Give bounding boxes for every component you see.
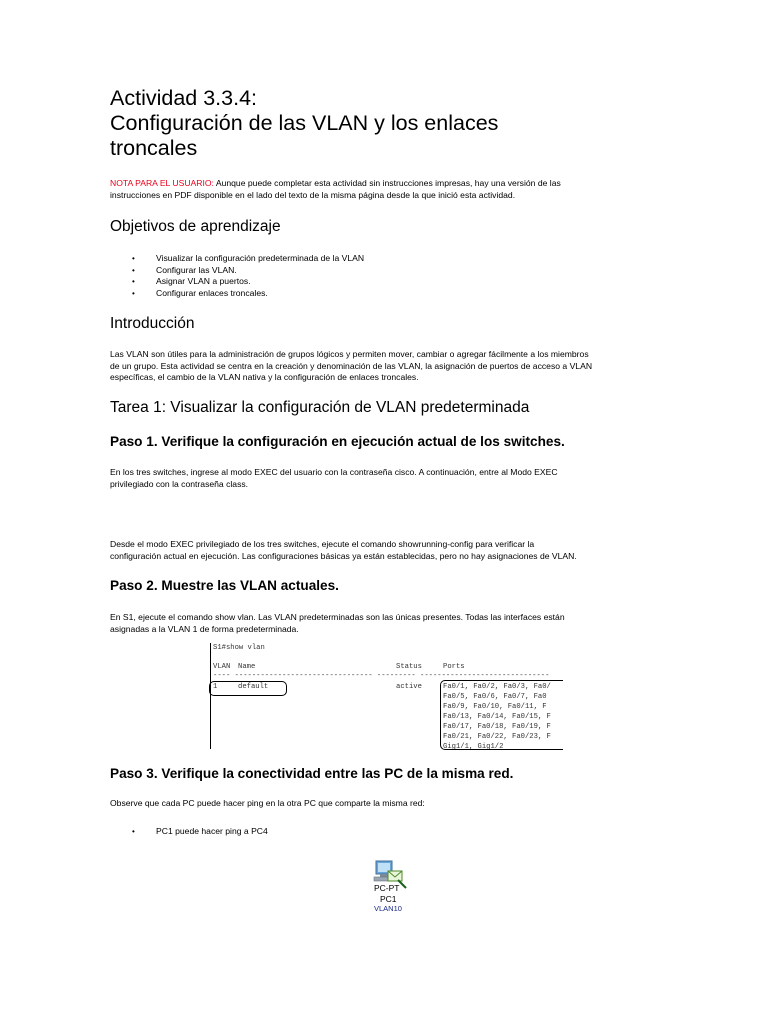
pc-vlan-label: VLAN10: [374, 904, 402, 913]
terminal-vlan-id: 1: [213, 683, 218, 691]
step1-heading: Paso 1. Verifique la configuración en ejecución actual de los switches.: [110, 434, 565, 449]
terminal-header-status: Status: [396, 663, 422, 671]
terminal-header-name: Name: [238, 663, 256, 671]
pc-name-label: PC1: [380, 894, 397, 904]
pc-device[interactable]: [366, 860, 416, 915]
terminal-ports-line: Fa0/9, Fa0/10, Fa0/11, F: [443, 703, 547, 711]
terminal-prompt: S1#show vlan: [213, 644, 265, 652]
step2-paragraph: [110, 612, 670, 635]
paragraph-line: En los tres switches, ingrese al modo EXEC del usuario con la contraseña cisco. A continuación, entre al Modo EXEC: [110, 467, 558, 477]
step2-heading: Paso 2. Muestre las VLAN actuales.: [110, 578, 339, 593]
step3-heading: Paso 3. Verifique la conectividad entre las PC de la misma red.: [110, 766, 514, 781]
list-item: • Visualizar la configuración predeterminada de la VLAN: [110, 253, 610, 265]
terminal-header-vlan: VLAN: [213, 663, 231, 671]
page-title-line1: Actividad 3.3.4:: [110, 86, 258, 110]
title-block: [110, 86, 655, 161]
terminal-ports-line: Fa0/13, Fa0/14, Fa0/15, F: [443, 713, 551, 721]
step3-paragraph: Observe que cada PC puede hacer ping en la otra PC que comparte la misma red:: [110, 798, 425, 808]
paragraph-line: En S1, ejecute el comando show vlan. Las VLAN predeterminadas son las únicas presentes. Todas las interfaces están: [110, 612, 565, 622]
objectives-list: [110, 253, 610, 299]
terminal-rule: ---- -------------------------------- --------- ------------------------------: [213, 672, 550, 680]
terminal-ports-line: Fa0/1, Fa0/2, Fa0/3, Fa0/: [443, 683, 551, 691]
step3-list: [110, 826, 610, 838]
page-title-line2: Configuración de las VLAN y los enlaces: [110, 111, 499, 135]
terminal-ports-line: Fa0/21, Fa0/22, Fa0/23, F: [443, 733, 551, 741]
step1-paragraph1: [110, 467, 670, 490]
page-title-line3: troncales: [110, 136, 198, 160]
user-note: [110, 178, 670, 201]
list-item: • PC1 puede hacer ping a PC4: [110, 826, 610, 838]
intro-line: Las VLAN son útiles para la administración de grupos lógicos y permiten mover, cambiar o agregar fácilmente a los miembros: [110, 349, 589, 359]
terminal-vlan-status: active: [396, 683, 422, 691]
note-text-line2: instrucciones en PDF disponible en el lado del texto de la misma página desde la que inició esta actividad.: [110, 189, 516, 200]
list-item: • Configurar las VLAN.: [110, 265, 610, 277]
intro-heading: Introducción: [110, 315, 195, 332]
note-text-line1: Aunque puede completar esta actividad sin instrucciones impresas, hay una versión de las: [213, 178, 561, 188]
terminal-ports-line: Fa0/5, Fa0/6, Fa0/7, Fa0: [443, 693, 547, 701]
terminal-header-ports: Ports: [443, 663, 465, 671]
note-label: NOTA PARA EL USUARIO:: [110, 178, 214, 188]
intro-line: específicas, el cambio de la VLAN nativa y la configuración de enlaces troncales.: [110, 372, 419, 382]
paragraph-line: Desde el modo EXEC privilegiado de los tres switches, ejecute el comando showrunning-config para verificar la: [110, 539, 535, 549]
terminal-ports-line: Gig1/1, Gig1/2: [443, 743, 504, 749]
task1-heading: Tarea 1: Visualizar la configuración de VLAN predeterminada: [110, 399, 530, 416]
highlight-oval-ports: [440, 680, 563, 750]
list-item: • Configurar enlaces troncales.: [110, 288, 610, 300]
highlight-oval-default-vlan: [209, 681, 287, 696]
pc-type-label: PC-PT: [374, 883, 400, 893]
terminal-vlan-name: default: [238, 683, 269, 691]
paragraph-line: asignadas a la VLAN 1 de forma predeterminada.: [110, 623, 299, 634]
paragraph-line: configuración actual en ejecución. Las configuraciones básicas ya están establecidas, pero no hay asignaciones de VLAN.: [110, 550, 577, 561]
paragraph-line: privilegiado con la contraseña class.: [110, 478, 249, 489]
terminal-ports-line: Fa0/17, Fa0/18, Fa0/19, F: [443, 723, 551, 731]
intro-paragraph: [110, 349, 670, 384]
step1-paragraph2: [110, 539, 670, 562]
objectives-heading: Objetivos de aprendizaje: [110, 218, 281, 235]
list-item: • Asignar VLAN a puertos.: [110, 276, 610, 288]
intro-line: de un grupo. Esta actividad se centra en la creación y denominación de las VLAN, la asignación de puertos de acceso a VLAN: [110, 360, 593, 371]
